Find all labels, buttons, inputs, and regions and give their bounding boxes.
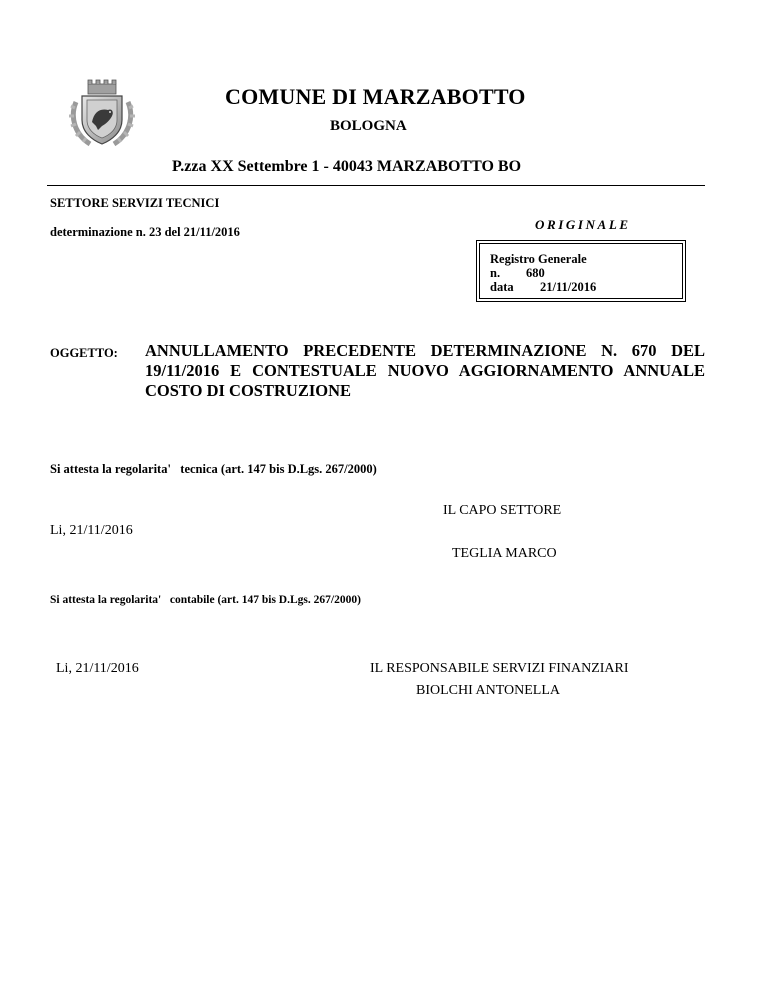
registro-number-value: 680 [526, 266, 545, 280]
address-line: P.zza XX Settembre 1 - 40043 MARZABOTTO BO [172, 158, 522, 175]
original-stamp: ORIGINALE [535, 217, 631, 232]
registro-number-label: n. [490, 266, 501, 280]
accounting-place-date: Li, 21/11/2016 [56, 661, 139, 676]
registro-date [490, 280, 597, 295]
technical-signer-name: TEGLIA MARCO [452, 546, 557, 561]
determination-number: determinazione n. 23 del 21/11/2016 [50, 225, 240, 239]
registro-date-value: 21/11/2016 [540, 280, 597, 294]
page-title: COMUNE DI MARZABOTTO [225, 84, 526, 109]
registro-title: Registro Generale [490, 252, 587, 266]
technical-place-date: Li, 21/11/2016 [50, 523, 133, 538]
accounting-attestation: Si attesta la regolarita' contabile (art. 147 bis D.Lgs. 267/2000) [50, 594, 361, 606]
province-name: BOLOGNA [330, 118, 407, 134]
header-divider [47, 185, 705, 186]
technical-attestation: Si attesta la regolarita' tecnica (art. 147 bis D.Lgs. 267/2000) [50, 462, 377, 476]
subject-text: ANNULLAMENTO PRECEDENTE DETERMINAZIONE N. 670 DEL 19/11/2016 E CONTESTUALE NUOVO AGGIORNAMENTO ANNUALE COSTO DI COSTRUZIONE [145, 341, 705, 400]
registro-number [490, 266, 545, 281]
registro-box [476, 240, 686, 302]
registro-date-label: data [490, 280, 514, 294]
accounting-signer-role: IL RESPONSABILE SERVIZI FINANZIARI [370, 661, 629, 676]
municipal-crest-icon [66, 78, 138, 150]
department-name: SETTORE SERVIZI TECNICI [50, 196, 220, 210]
technical-signer-role: IL CAPO SETTORE [443, 503, 562, 518]
accounting-signer-name: BIOLCHI ANTONELLA [416, 683, 561, 698]
subject-label: OGGETTO: [50, 346, 118, 360]
